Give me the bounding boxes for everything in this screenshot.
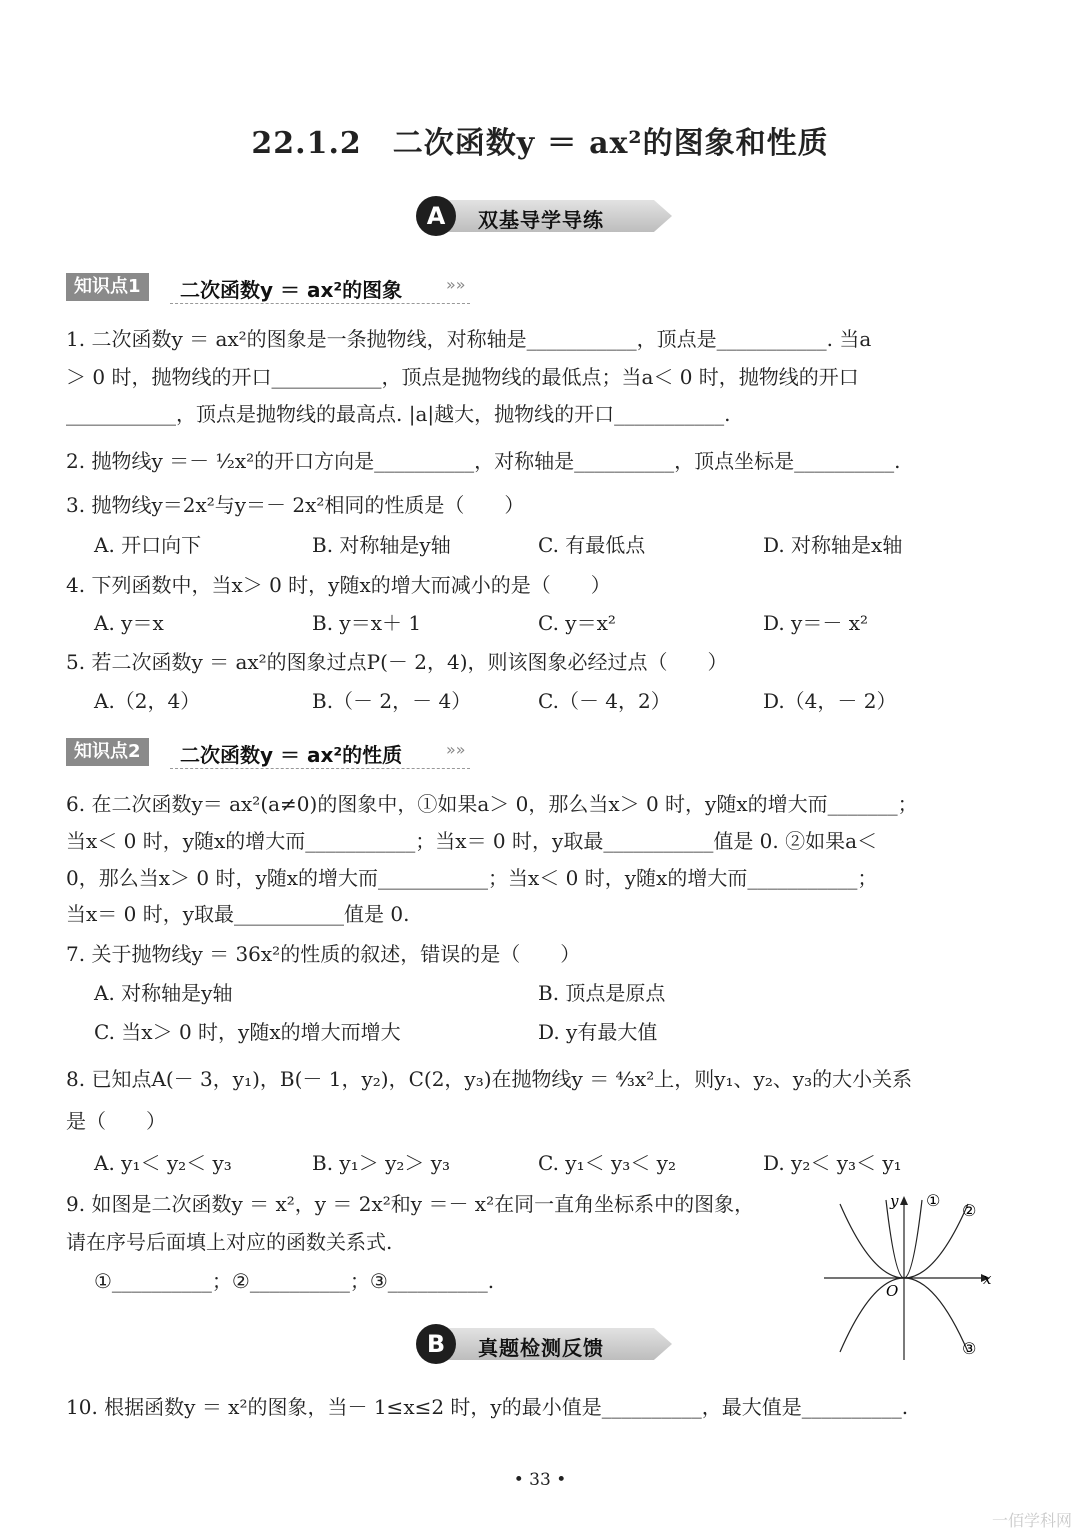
q10-line-1: 10. 根据函数y ＝ x²的图象，当－ 1≤x≤2 时，y的最小值是__________，最大值是__________. (66, 1395, 909, 1419)
q5-option-a: A.（2，4） (94, 689, 201, 713)
q5-option-b: B.（－ 2，－ 4） (312, 689, 472, 713)
kp1-arrows: »» (446, 275, 466, 294)
q3-stem: 3. 抛物线y＝2x²与y＝－ 2x²相同的性质是（ ） (66, 493, 525, 517)
q5-stem: 5. 若二次函数y ＝ ax²的图象过点P(－ 2，4)，则该图象必经过点（ ） (66, 650, 728, 674)
section-b-banner (416, 1324, 676, 1364)
q6-line-4: 当x＝ 0 时，y取最___________值是 0. (66, 902, 410, 926)
q4-option-d: D. y＝－ x² (763, 611, 868, 635)
q4-option-a: A. y＝x (94, 611, 164, 635)
kp2-label: 二次函数y ＝ ax²的性质 (180, 743, 403, 767)
q8-line-1: 8. 已知点A(－ 3，y₁)，B(－ 1，y₂)，C(2，y₃)在抛物线y ＝ ⁴⁄₃x²上，则y₁、y₂、y₃的大小关系 (66, 1067, 913, 1091)
q3-option-c: C. 有最低点 (538, 533, 646, 557)
q4-stem: 4. 下列函数中，当x＞ 0 时，y随x的增大而减小的是（ ） (66, 573, 611, 597)
knowledge-point-1 (66, 273, 486, 303)
q6-line-2: 当x＜ 0 时，y随x的增大而___________；当x＝ 0 时，y取最___________值是 0. ②如果a＜ (66, 829, 878, 853)
q1-line-3: ___________，顶点是抛物线的最高点. |a|越大，抛物线的开口___________. (66, 402, 731, 426)
q5-option-c: C.（－ 4，2） (538, 689, 671, 713)
q8-option-c: C. y₁＜ y₃＜ y₂ (538, 1151, 676, 1175)
y-axis-arrow-icon (900, 1196, 908, 1205)
q8-line-2: 是（ ） (66, 1109, 166, 1133)
q9-line-1: 9. 如图是二次函数y ＝ x²，y ＝ 2x²和y ＝－ x²在同一直角坐标系中的图象， (66, 1192, 755, 1216)
section-b-label: 真题检测反馈 (478, 1336, 604, 1360)
q8-option-a: A. y₁＜ y₂＜ y₃ (94, 1151, 232, 1175)
q8-option-d: D. y₂＜ y₃＜ y₁ (763, 1151, 902, 1175)
q3-option-b: B. 对称轴是y轴 (312, 533, 451, 557)
curve-2-label: ② (962, 1201, 977, 1220)
q7-option-a: A. 对称轴是y轴 (94, 981, 233, 1005)
kp1-tag: 知识点1 (66, 273, 149, 301)
q8-option-b: B. y₁＞ y₂＞ y₃ (312, 1151, 451, 1175)
watermark: 一佰学科网 (991, 1511, 1072, 1530)
kp2-tag: 知识点2 (66, 738, 149, 766)
q7-option-b: B. 顶点是原点 (538, 981, 666, 1005)
parabola-graph (820, 1186, 1000, 1366)
page-number: • 33 • (513, 1470, 567, 1490)
q4-option-b: B. y＝x＋ 1 (312, 611, 422, 635)
section-a-label: 双基导学导练 (478, 208, 604, 232)
q9-line-3: ①__________；②__________；③__________. (94, 1269, 495, 1293)
kp1-label: 二次函数y ＝ ax²的图象 (180, 278, 403, 302)
q6-line-3: 0，那么当x＞ 0 时，y随x的增大而___________；当x＜ 0 时，y随x的增大而___________； (66, 866, 878, 890)
section-b-letter: B (416, 1324, 456, 1364)
q6-line-1: 6. 在二次函数y＝ ax²(a≠0)的图象中，①如果a＞ 0，那么当x＞ 0 时，y随x的增大而_______； (66, 792, 918, 816)
knowledge-point-2 (66, 738, 486, 768)
q4-option-c: C. y＝x² (538, 611, 616, 635)
kp2-arrows: »» (446, 740, 466, 759)
graph-origin-label: O (886, 1282, 899, 1300)
q3-option-d: D. 对称轴是x轴 (763, 533, 903, 557)
section-a-letter: A (416, 196, 456, 236)
q7-stem: 7. 关于抛物线y ＝ 36x²的性质的叙述，错误的是（ ） (66, 942, 581, 966)
curve-1-label: ① (926, 1191, 941, 1210)
q9-line-2: 请在序号后面填上对应的函数关系式. (66, 1230, 393, 1254)
q3-option-a: A. 开口向下 (94, 533, 202, 557)
curve-3-label: ③ (962, 1339, 977, 1358)
section-a-banner (416, 196, 676, 236)
q2-line-1: 2. 抛物线y ＝－ ½x²的开口方向是__________，对称轴是__________，顶点坐标是__________. (66, 449, 901, 473)
q5-option-d: D.（4，－ 2） (763, 689, 897, 713)
q7-option-d: D. y有最大值 (538, 1020, 658, 1044)
graph-y-label: y (890, 1192, 899, 1210)
graph-x-label: x (983, 1270, 992, 1288)
q7-option-c: C. 当x＞ 0 时，y随x的增大而增大 (94, 1020, 401, 1044)
q1-line-2: ＞ 0 时，抛物线的开口___________，顶点是抛物线的最低点；当a＜ 0 时，抛物线的开口 (66, 365, 859, 389)
q1-line-1: 1. 二次函数y ＝ ax²的图象是一条抛物线，对称轴是___________，顶点是___________. 当a (66, 327, 872, 351)
page-title: 22.1.2 二次函数y ＝ ax²的图象和性质 (251, 126, 829, 161)
